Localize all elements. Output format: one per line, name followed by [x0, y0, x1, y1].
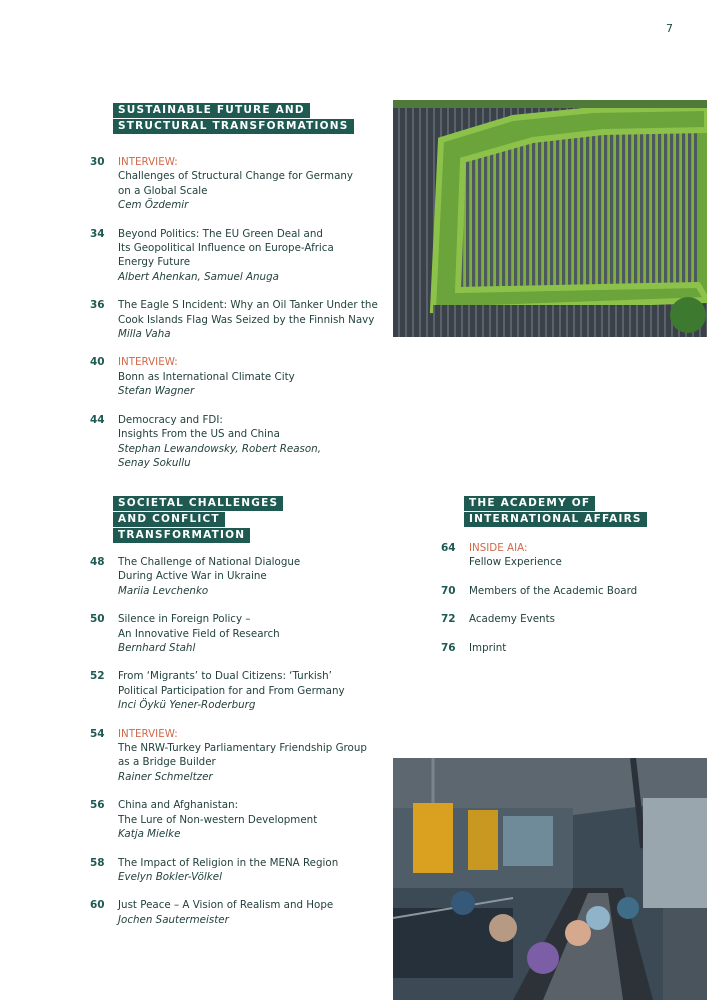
toc-entry[interactable] — [90, 898, 390, 927]
entry-page-number: 56 — [90, 799, 105, 812]
entry-page-number: 76 — [441, 641, 456, 654]
entry-label: INSIDE AIA: — [469, 542, 528, 554]
entry-page-number: 64 — [441, 542, 456, 554]
entry-title: Fellow Experience — [469, 556, 562, 569]
entry-title: The Challenge of National Dialogue During Active War in Ukraine — [118, 556, 301, 583]
section-title-line: THE ACADEMY OF — [464, 496, 595, 511]
entry-page-number: 50 — [90, 613, 105, 626]
train-station-illustration — [393, 758, 707, 1000]
entry-title: Members of the Academic Board — [469, 584, 638, 597]
entry-authors: Evelyn Bokler-Völkel — [118, 870, 222, 883]
section-header-societal — [113, 496, 283, 544]
toc-entry[interactable] — [90, 727, 390, 785]
entry-title: Bonn as International Climate City — [118, 370, 295, 383]
entry-page-number: 44 — [90, 413, 105, 426]
entry-page-number: 48 — [90, 556, 105, 568]
entry-authors: Stefan Wagner — [118, 385, 195, 398]
entry-page-number: 52 — [90, 670, 105, 683]
entry-page-number: 30 — [90, 156, 105, 168]
toc-entry[interactable] — [90, 798, 390, 841]
toc-list-academy — [441, 541, 701, 669]
entry-page-number: 36 — [90, 299, 105, 312]
entry-page-number: 70 — [441, 584, 456, 597]
toc-entry[interactable] — [90, 612, 390, 655]
entry-authors: Milla Vaha — [118, 328, 171, 341]
entry-page-number: 34 — [90, 227, 105, 240]
entry-title: Just Peace – A Vision of Realism and Hope — [118, 899, 334, 912]
toc-entry[interactable] — [90, 856, 390, 885]
section-header-sustainable — [113, 103, 354, 135]
toc-entry[interactable] — [441, 612, 701, 626]
entry-title: Democracy and FDI: Insights From the US and China — [118, 413, 280, 441]
toc-entry[interactable] — [441, 641, 701, 655]
entry-page-number: 40 — [90, 356, 105, 369]
entry-page-number: 54 — [90, 727, 105, 740]
entry-title: The Eagle S Incident: Why an Oil Tanker Under the Cook Islands Flag Was Seized by the Finnish Navy — [118, 299, 378, 326]
entry-title: Beyond Politics: The EU Green Deal and Its Geopolitical Influence on Europe-Africa Energy Future — [118, 227, 334, 269]
section-title-line: STRUCTURAL TRANSFORMATIONS — [113, 119, 354, 134]
section-header-academy — [464, 496, 647, 528]
toc-entry[interactable] — [90, 669, 390, 712]
section-title-line: AND CONFLICT — [113, 512, 225, 527]
entry-authors: Mariia Levchenko — [118, 584, 209, 597]
entry-page-number: 58 — [90, 856, 105, 869]
page-number: 7 — [666, 22, 673, 35]
train-station-photo — [393, 758, 707, 1000]
entry-title: The Impact of Religion in the MENA Region — [118, 856, 339, 869]
toc-entry[interactable] — [90, 413, 390, 471]
entry-label: INTERVIEW: — [118, 727, 178, 740]
entry-title: Challenges of Structural Change for Germany on a Global Scale — [118, 170, 354, 197]
solar-farm-illustration — [393, 100, 707, 337]
solar-farm-photo — [393, 100, 707, 337]
entry-title: China and Afghanistan: The Lure of Non-western Development — [118, 799, 318, 826]
entry-authors: Inci Öykü Yener-Roderburg — [118, 699, 256, 712]
toc-entry[interactable] — [90, 298, 390, 341]
entry-authors: Albert Ahenkan, Samuel Anuga — [118, 270, 279, 283]
toc-entry[interactable] — [441, 584, 701, 598]
toc-entry[interactable] — [90, 227, 390, 285]
entry-authors: Jochen Sautermeister — [118, 913, 229, 926]
entry-title: Silence in Foreign Policy – An Innovative Field of Research — [118, 613, 280, 640]
section-title-line: TRANSFORMATION — [113, 528, 250, 543]
toc-list-sustainable — [90, 155, 390, 484]
entry-authors: Katja Mielke — [118, 828, 181, 841]
toc-entry[interactable] — [441, 541, 701, 570]
entry-page-number: 60 — [90, 899, 105, 912]
toc-entry[interactable] — [90, 155, 390, 213]
entry-authors: Cem Özdemir — [118, 199, 189, 212]
entry-page-number: 72 — [441, 613, 456, 626]
entry-authors: Rainer Schmeltzer — [118, 770, 213, 783]
entry-authors: Stephan Lewandowsky, Robert Reason, Senay Sokullu — [118, 442, 321, 469]
entry-title: From ‘Migrants’ to Dual Citizens: ‘Turkish’ Political Participation for and From Germany — [118, 670, 345, 697]
entry-title: Imprint — [469, 641, 507, 654]
section-title-line: SOCIETAL CHALLENGES — [113, 496, 283, 511]
section-title-line: INTERNATIONAL AFFAIRS — [464, 512, 647, 527]
section-title-line: SUSTAINABLE FUTURE AND — [113, 103, 310, 118]
entry-authors: Bernhard Stahl — [118, 642, 196, 655]
entry-label: INTERVIEW: — [118, 356, 178, 369]
entry-title: Academy Events — [469, 613, 555, 626]
entry-label: INTERVIEW: — [118, 156, 178, 168]
toc-list-societal — [90, 555, 390, 941]
toc-entry[interactable] — [90, 555, 390, 598]
toc-entry[interactable] — [90, 355, 390, 398]
entry-title: The NRW-Turkey Parliamentary Friendship Group as a Bridge Builder — [118, 742, 367, 769]
